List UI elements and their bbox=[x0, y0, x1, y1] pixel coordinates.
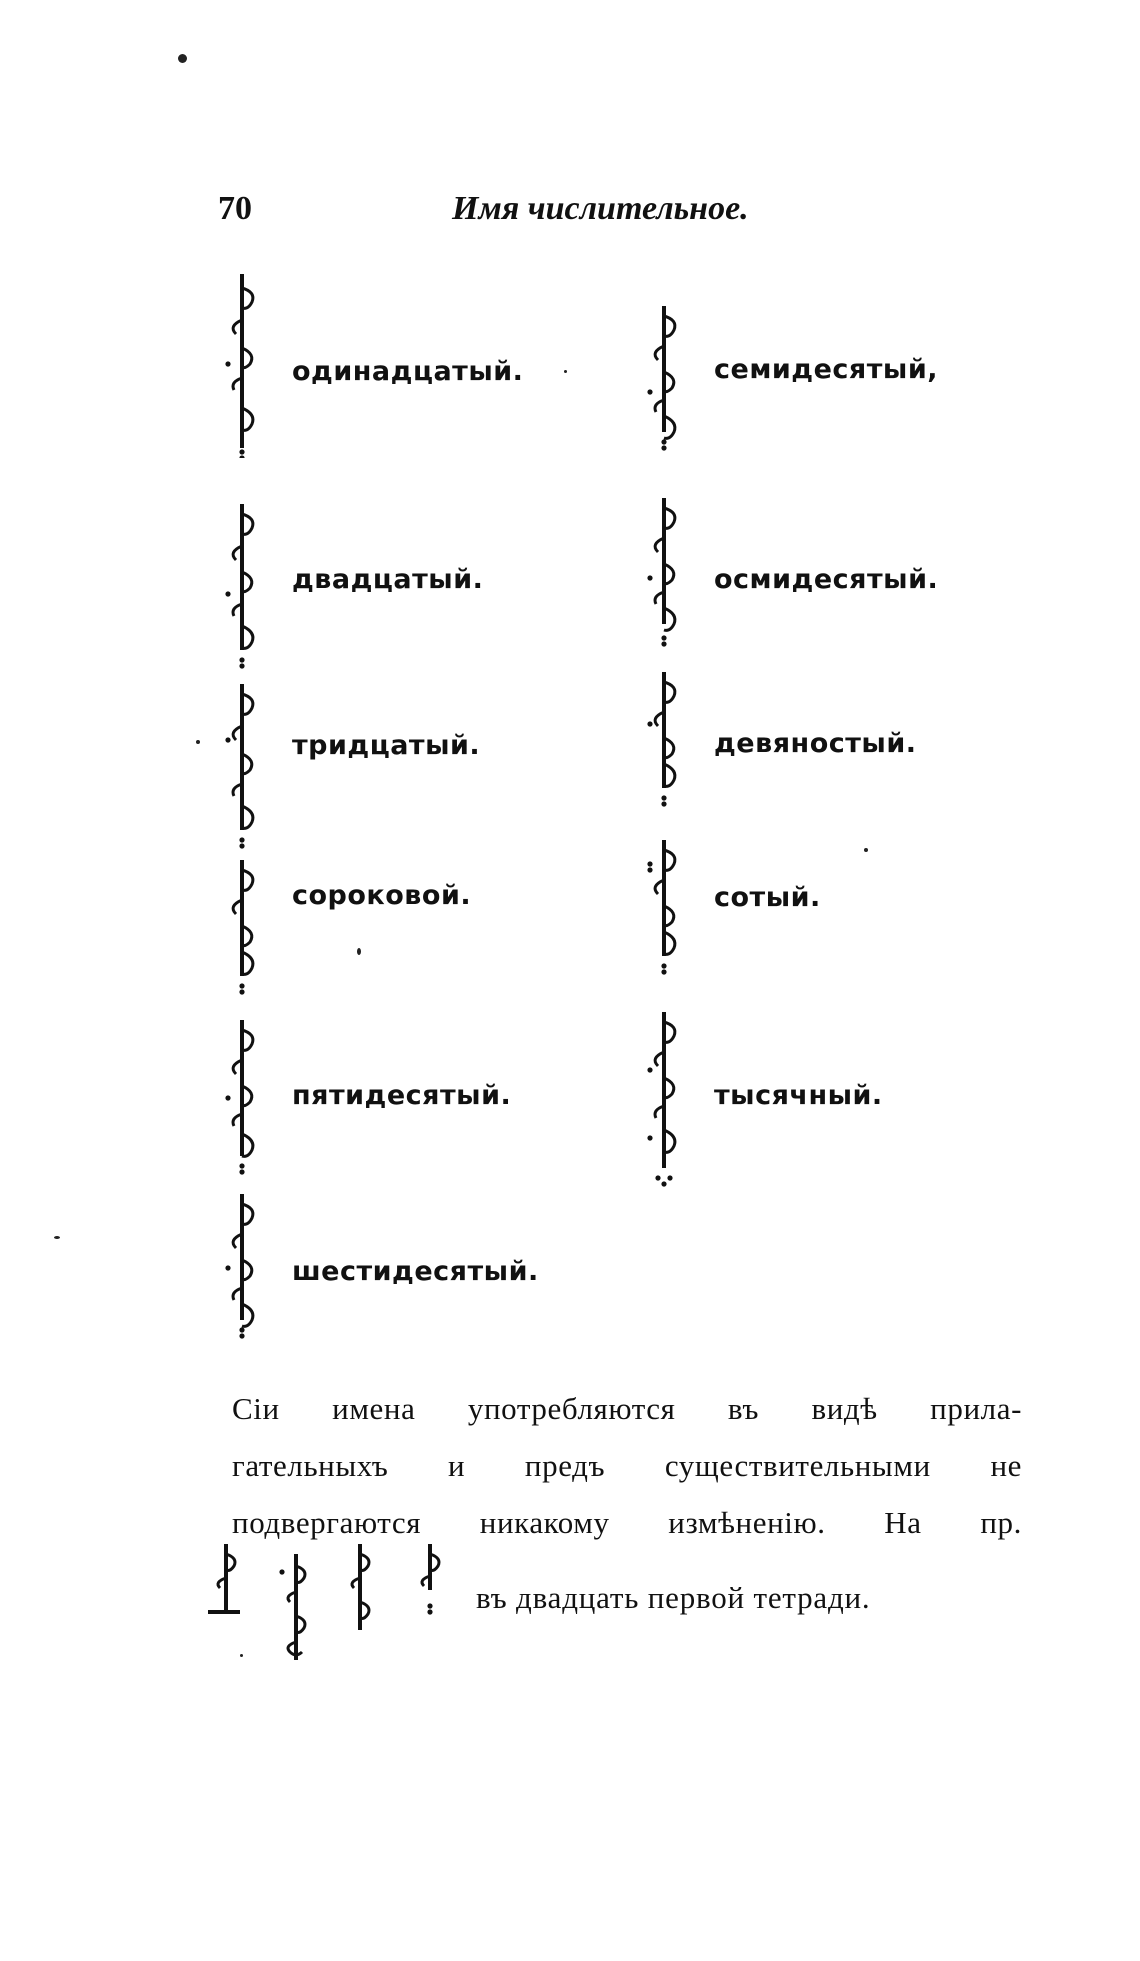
manchu-script-glyph bbox=[222, 1016, 262, 1206]
manchu-script-glyph bbox=[222, 500, 262, 690]
scan-speck bbox=[178, 54, 187, 63]
page-header bbox=[218, 190, 838, 240]
numeral-entry bbox=[644, 494, 1094, 674]
manchu-script-glyph bbox=[644, 494, 684, 684]
numeral-entry bbox=[644, 836, 1094, 1016]
numeral-entry bbox=[222, 856, 672, 1036]
numeral-entry bbox=[222, 680, 672, 860]
paragraph-line: подвергаются никакому измѣненію. На пр. bbox=[232, 1505, 1022, 1540]
numeral-entry bbox=[222, 1190, 672, 1370]
numeral-entry bbox=[222, 500, 672, 680]
numeral-word: сороковой. bbox=[292, 880, 472, 911]
manchu-script-glyph bbox=[410, 1540, 450, 1660]
numeral-word: сотый. bbox=[714, 882, 821, 913]
manchu-script-glyph bbox=[222, 680, 262, 870]
manchu-script-glyph bbox=[644, 836, 684, 1026]
numeral-entry bbox=[644, 668, 1094, 848]
numeral-entry bbox=[222, 268, 672, 448]
paragraph-line: гательныхъ и предъ существительными не bbox=[232, 1448, 1022, 1483]
running-title: Имя числительное. bbox=[452, 190, 749, 227]
manchu-script-glyph bbox=[206, 1540, 246, 1660]
numeral-word: двадцатый. bbox=[292, 564, 484, 595]
example-translation: въ двадцать первой тетради. bbox=[476, 1580, 871, 1615]
manchu-script-glyph bbox=[644, 668, 684, 858]
body-paragraph bbox=[232, 1380, 1022, 1551]
numeral-word: тридцатый. bbox=[292, 730, 481, 761]
numeral-word: шестидесятый. bbox=[292, 1256, 539, 1287]
numeral-word: тысячный. bbox=[714, 1080, 883, 1111]
scan-speck bbox=[54, 1236, 60, 1239]
numeral-entry bbox=[644, 1008, 1094, 1188]
page-number: 70 bbox=[218, 190, 252, 227]
numeral-word: осмидесятый. bbox=[714, 564, 939, 595]
numeral-entry bbox=[644, 302, 1094, 482]
paragraph-line: Сіи имена употребляются въ видѣ прила- bbox=[232, 1391, 1022, 1426]
numeral-word: девяностый. bbox=[714, 728, 917, 759]
manchu-script-glyph bbox=[222, 268, 262, 458]
manchu-script-glyph bbox=[222, 1190, 262, 1380]
manchu-script-glyph bbox=[644, 302, 684, 492]
example-line bbox=[206, 1540, 1026, 1670]
manchu-script-glyph bbox=[276, 1540, 316, 1680]
numeral-word: одинадцатый. bbox=[292, 356, 524, 387]
numeral-word: семидесятый, bbox=[714, 354, 939, 385]
manchu-script-glyph bbox=[644, 1008, 684, 1198]
scan-speck bbox=[196, 740, 200, 744]
numeral-word: пятидесятый. bbox=[292, 1080, 512, 1111]
manchu-script-glyph bbox=[340, 1540, 380, 1660]
numeral-entry bbox=[222, 1016, 672, 1196]
